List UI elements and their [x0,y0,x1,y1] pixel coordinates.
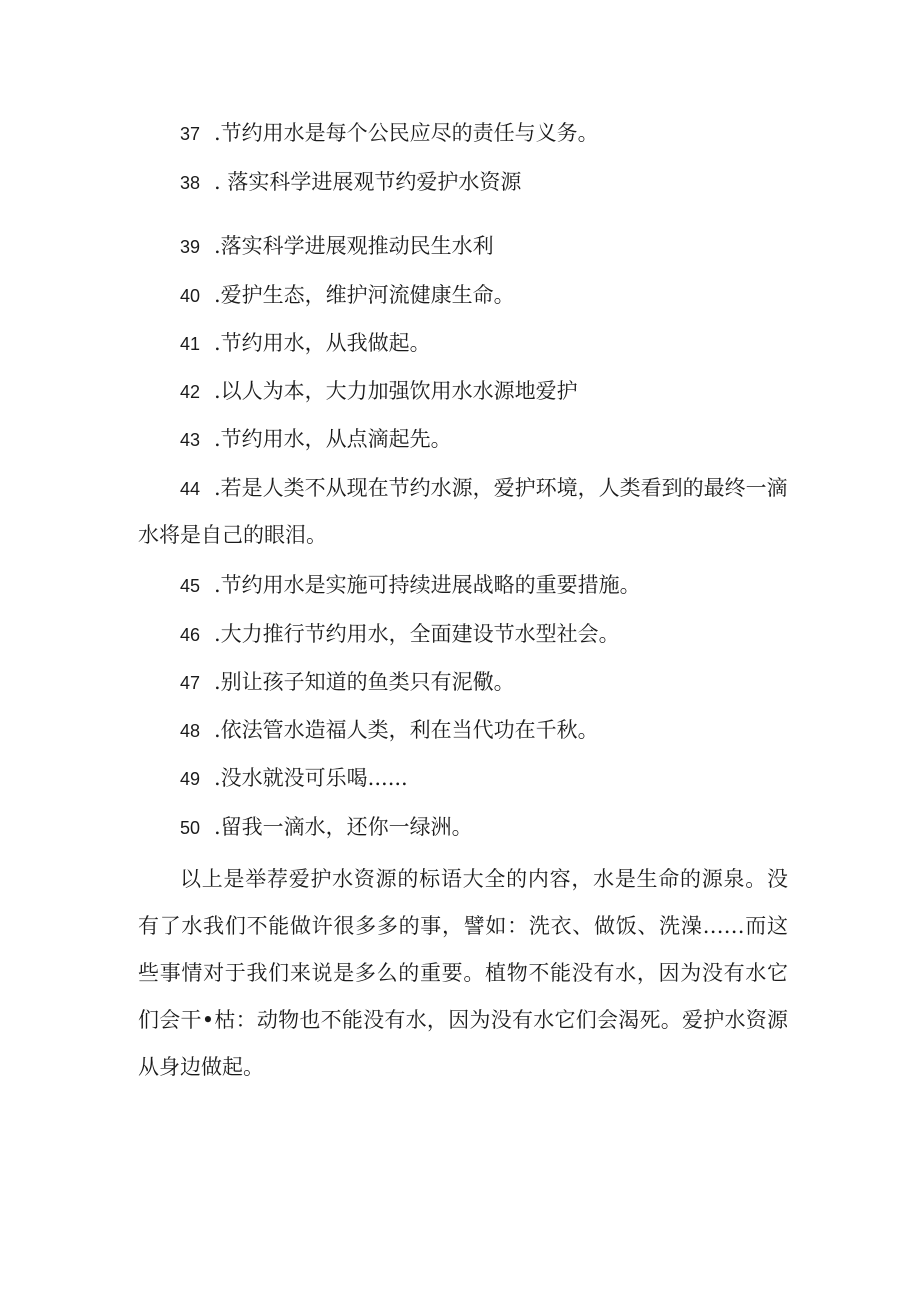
list-item [180,571,790,600]
item-number: 37 [180,124,201,144]
item-number: 45 [180,576,201,596]
item-text: . 落实科学进展观节约爱护水资源 [214,170,522,194]
item-number: 44 [180,479,201,499]
list-item [180,716,790,745]
list-item [180,668,790,697]
closing-paragraph: 以上是举荐爱护水资源的标语大全的内容，水是生命的源泉。没有了水我们不能做许很多多的事，譬如：洗衣、做饭、洗澡……而这些事情对于我们来说是多么的重要。植物不能没有水，因为没有水它们会干•枯：动物也不能没有水，因为没有水它们会渴死。爱护水资源从身边做起。 [138,867,788,1079]
list-item [180,119,790,148]
item-text: .别让孩子知道的鱼类只有泥儆。 [214,670,515,694]
item-text: .节约用水，从点滴起先。 [214,427,452,451]
item-text: .若是人类不从现在节约水源，爱护环境，人类看到的最终一滴水将是自己的眼泪。 [138,476,788,547]
item-text: .留我一滴水，还你一绿洲。 [214,815,473,839]
item-number: 39 [180,237,201,257]
item-number: 48 [180,721,201,741]
item-number: 41 [180,334,201,354]
item-number: 46 [180,625,201,645]
item-text: .爱护生态，维护河流健康生命。 [214,283,515,307]
item-number: 43 [180,430,201,450]
item-text: .节约用水，从我做起。 [214,331,431,355]
list-item [180,168,790,197]
item-text: .节约用水是实施可持续进展战略的重要措施。 [214,573,641,597]
item-text: .以人为本，大力加强饮用水水源地爱护 [214,379,578,403]
item-number: 38 [180,173,201,193]
item-text: .大力推行节约用水，全面建设节水型社会。 [214,622,620,646]
list-item [180,764,790,793]
item-text: .节约用水是每个公民应尽的责任与义务。 [214,121,599,145]
item-number: 42 [180,382,201,402]
list-item [180,232,790,261]
list-item [180,329,790,358]
list-item [180,620,790,649]
item-number: 49 [180,769,201,789]
item-number: 47 [180,673,201,693]
list-item [180,281,790,310]
item-text: .没水就没可乐喝...... [214,766,408,790]
item-text: .依法管水造福人类，利在当代功在千秋。 [214,718,599,742]
item-number: 40 [180,286,201,306]
item-number: 50 [180,818,201,838]
list-item [180,425,790,454]
list-item [180,377,790,406]
list-item [180,813,790,842]
list-item [138,465,788,558]
item-text: .落实科学进展观推动民生水利 [214,234,494,258]
